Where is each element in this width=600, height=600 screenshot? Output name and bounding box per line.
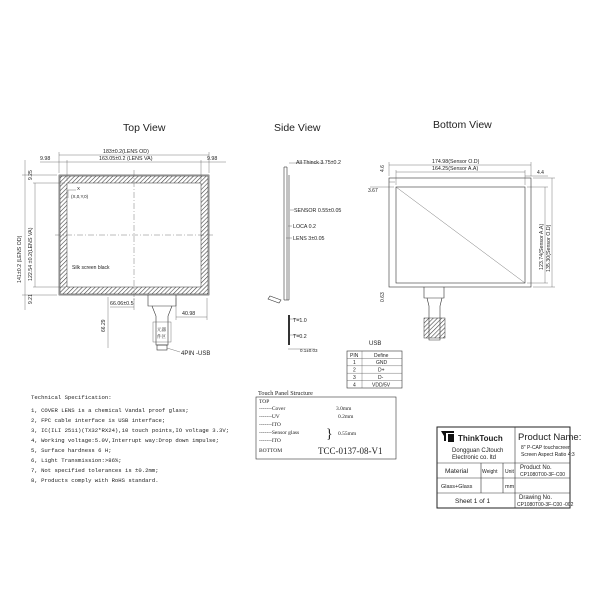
spec-item: 2, FPC cable interface is USB interface; [31, 417, 166, 424]
t2: T=0.2 [293, 334, 307, 340]
layer-sensor-glass: -------Sensor glass [259, 430, 300, 436]
dim-vertical: 66.29 [101, 319, 107, 332]
spec-item: 5, Surface hardness 6 H; [31, 447, 112, 454]
loca-thickness: LOCA 0.2 [293, 224, 316, 230]
layer-uv: -------UV [259, 414, 280, 420]
weight-label: Weight [482, 469, 498, 475]
technical-specification [31, 394, 229, 484]
usb-leader [167, 348, 180, 352]
drawing-no: CP1080T00-3F-C00 -002 [517, 502, 574, 508]
product-name-1: 8" P-CAP touchscreen [521, 445, 571, 451]
bv-fpc-components [424, 318, 445, 338]
sensor-diagonal [396, 187, 525, 283]
dim-top-small: 9.25 [28, 170, 34, 180]
dim-height-va: 122.54 ±0.2(LENS VA) [28, 227, 34, 281]
usb-pin-4: 4 [353, 382, 356, 389]
sensor-thickness: SENSOR 0.55±0.05 [294, 208, 342, 214]
usb-define-4: VDD/5V [372, 382, 391, 389]
dim-left-margin: 9.98 [40, 156, 51, 162]
spec-item: 7, Not specified tolerances is ±0.2mm; [31, 467, 159, 474]
touch-panel-structure [256, 390, 396, 459]
value-cover: 3.0mm [336, 406, 352, 412]
material-label: Material [445, 468, 469, 475]
spec-title: Technical Specification: [31, 394, 112, 401]
usb-connector [157, 345, 167, 350]
brace: } [326, 427, 333, 442]
layer-ito-1: -------ITO [259, 422, 281, 428]
dim-40: 40.98 [182, 311, 196, 317]
bv-fpc-top [424, 287, 444, 298]
logo-text: ThinkTouch [458, 434, 503, 443]
sensor-od: 174.98(Sensor O.D) [432, 159, 480, 165]
layer-cover: -------Cover [259, 406, 286, 412]
h-od: 135.30(Sensor O.D) [546, 224, 552, 272]
usb-define-3: D- [378, 375, 384, 381]
material-value: Glass+Glass [441, 484, 473, 490]
fpc-top [148, 295, 176, 306]
dim-lens-od: 183±0.2(LENS OD) [103, 149, 149, 155]
company-name-2: Electronic co. ltd [452, 455, 497, 461]
top-view-title: Top View [123, 122, 166, 134]
dim-bottom-small: 9.21 [28, 294, 34, 304]
origin-label: (X,0,Y,0) [71, 194, 89, 199]
dim-4-4: 4.4 [537, 170, 544, 176]
fpc-label-2: 件区 [157, 334, 166, 339]
fpc-section [288, 315, 290, 345]
side-view [268, 160, 341, 353]
all-thick: All Thinck 3.75±0.2 [296, 160, 341, 166]
usb-label: 4PIN -USB [181, 351, 211, 357]
usb-table-title: USB [369, 341, 382, 347]
structure-top: TOP [259, 399, 270, 405]
bottom-view [368, 159, 555, 340]
dim-3-67: 3.67 [368, 188, 378, 194]
usb-header-define: Define [374, 353, 389, 359]
product-name-label: Product Name: [518, 432, 582, 443]
dim-lens-va: 163.05±0.2 (LENS VA) [99, 156, 153, 162]
layer-ito-2: -------ITO [259, 438, 281, 444]
usb-define-1: GND [376, 360, 388, 366]
product-name-2: Screen Aspect Ratio 4:3 [521, 452, 575, 458]
silk-screen-label: Silk screen black [72, 265, 110, 271]
dim-66: 66.06±0.5 [110, 301, 134, 307]
sensor-aa: 164.25(Sensor A.A) [432, 166, 479, 172]
bottom-view-title: Bottom View [433, 119, 492, 131]
origin-x-label: X [77, 186, 81, 191]
usb-define-2: D+ [378, 367, 385, 374]
structure-code: TCC-0137-08-V1 [318, 446, 383, 456]
value-sensor: 0.55mm [338, 431, 357, 437]
product-no: CP1080T00-3F-C00 [520, 472, 566, 478]
structure-title: Touch Panel Structure [258, 390, 313, 397]
spec-item: 1, COVER LENS is a chemical Vandal proof glass; [31, 407, 189, 414]
spec-item: 3, IC(ILI 2511)(TX32*RX24),10 touch points,IO voltage 3.3V; [31, 427, 230, 434]
h-aa: 123.74(Sensor A.A) [539, 223, 545, 270]
top-view [17, 149, 226, 357]
usb-pin-1: 1 [353, 360, 356, 366]
usb-pin-table [347, 341, 402, 388]
dim-0-63: 0.63 [380, 292, 386, 302]
unit-value: mm [505, 484, 515, 490]
t1: T=1.0 [293, 318, 307, 324]
sensor-outline [389, 178, 531, 287]
sheet: Sheet 1 of 1 [455, 498, 491, 505]
structure-bottom: BOTTOM [259, 448, 283, 454]
value-uv: 0.2mm [338, 414, 354, 420]
lens-thickness: LENS 3±0.05 [293, 236, 325, 242]
spec-item: 8, Products comply with RoHS standard. [31, 477, 159, 484]
logo-icon-block [448, 434, 454, 442]
fpc-tail [152, 306, 172, 345]
usb-pin-2: 2 [353, 367, 356, 374]
drawing-no-label: Drawing No. [519, 495, 553, 501]
usb-header-pin: PIN [350, 353, 359, 359]
spec-item: 4, Working voltage:5.0V,Interrupt way:Drop down impulse; [31, 437, 219, 444]
side-fpc-bend [268, 296, 281, 303]
unit-label: Unit [505, 469, 514, 475]
spec-item: 6, Light Transmission:>86%; [31, 457, 122, 464]
fpc-label-1: 元器 [157, 327, 166, 332]
dim-height-od: 141±0.2 (LENS OD) [17, 235, 23, 283]
dim-right-margin: 9.98 [207, 156, 218, 162]
dim-4-6: 4.6 [380, 165, 386, 172]
side-view-title: Side View [274, 122, 321, 134]
company-name-1: Dongguan CJtouch [452, 448, 504, 454]
usb-pin-3: 3 [353, 375, 356, 381]
title-block [437, 427, 581, 508]
t3: 0.1±0.03 [300, 348, 318, 353]
product-no-label: Product No. [520, 465, 552, 471]
